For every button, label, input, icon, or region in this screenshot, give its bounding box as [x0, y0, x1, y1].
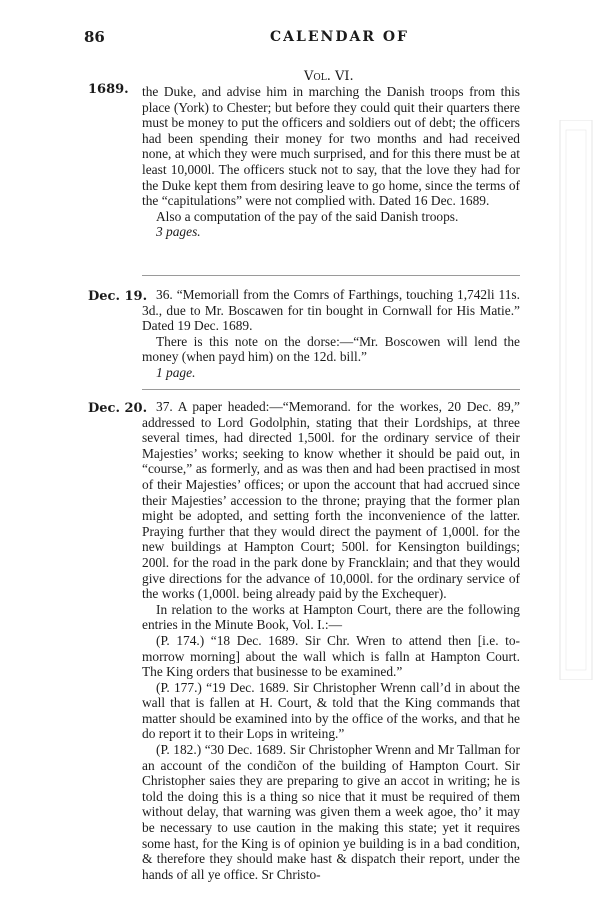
entry-paragraph: (P. 182.) “30 Dec. 1689. Sir Christopher Wrenn and Mr Tallman for an account of the condic̃on of the building of Hampton Court. Sir Christopher saies they are preparing to give an accot in writing; he is told the doing this is a thing so nice that it must be required of them without delay, that warning was given them a week agoe, tho’ it may be necessary to use caution in the making this state; yet it requires some hast, for the King is of opinion ye building is in a bad condition, & therefore they should make hast & dispatch their report, under the hands of all ye office. Sr Christo-	[142, 742, 520, 882]
watermark-strip	[546, 120, 606, 680]
entry-paragraph: 37. A paper headed:—“Memorand. for the workes, 20 Dec. 89,” addressed to Lord Godolphin, stating that their Lordships, at three several times, had directed 1,500l. for the ordinary service of their Majesties’ works; seeking to know whether it should be paid out, in “course,” as formerly, and as was then and had been practised in most of their Majesties’ offices; or upon the account that had accrued since their Majesties’ accession to the throne; praying that the former plan might be adopted, and setting forth the inconvenience of the latter. Praying further that they would direct the payment of 1,000l. for the new buildings at Hampton Court; 500l. for Kensington buildings; 200l. for the road in the park done by Francklain; and that they would give directions for the advance of 10,000l. for the ordinary service of the works (1,000l. being already paid by the Exchequer).	[142, 399, 520, 602]
entry-continuation	[142, 84, 520, 240]
volume-label: Vol. VI.	[304, 69, 354, 84]
entry-paragraph: the Duke, and advise him in marching the Danish troops from this place (York) to Chester; but before they could quit their quarters there must be money to put the officers and soldiers out of debt; the officers had been spending their money for two months and had received none, at which they were much surprised, and for this there must be at least 10,000l. The officers stuck not to say, that the love they had for the Duke kept them from desiring leave to go home, since the terms of the “capitulations” were not complied with. Dated 16 Dec. 1689.	[142, 84, 520, 209]
entry-divider	[142, 389, 520, 390]
page-number: 86	[84, 28, 105, 46]
margin-year: 1689.	[88, 82, 129, 97]
margin-date: Dec. 19.	[88, 289, 148, 304]
running-title: CALENDAR OF	[270, 29, 409, 45]
entry-paragraph: There is this note on the dorse:—“Mr. Boscowen will lend the money (when payd him) on the 12d. bill.”	[142, 333, 520, 365]
entry-paragraph: 36. “Memoriall from the Comrs of Farthings, touching 1,742li 11s. 3d., due to Mr. Boscawen for tin bought in Cornwall for His Matie.” Dated 19 Dec. 1689.	[142, 287, 520, 334]
page-count: 1 page.	[156, 364, 196, 380]
entry-paragraph: Also a computation of the pay of the said Danish troops.	[156, 208, 459, 224]
entry-paragraph: In relation to the works at Hampton Court, there are the following entries in the Minute Book, Vol. I.:—	[142, 601, 520, 633]
entry-paragraph: (P. 174.) “18 Dec. 1689. Sir Chr. Wren to attend then [i.e. to-morrow morning] about the wall which is falln at Hampton Court. The King orders that businesse to be examined.”	[142, 632, 520, 680]
entry-37	[142, 399, 520, 882]
page-count: 3 pages.	[156, 224, 201, 240]
entry-36	[142, 287, 520, 381]
entry-divider	[142, 275, 520, 276]
margin-date: Dec. 20.	[88, 401, 148, 416]
entry-paragraph: (P. 177.) “19 Dec. 1689. Sir Christopher Wrenn call’d in about the wall that is fallen at H. Court, & told that the King commands that matter should be examined into by the office of the works, and that he do report it to their Lops in writeing.”	[142, 679, 520, 742]
